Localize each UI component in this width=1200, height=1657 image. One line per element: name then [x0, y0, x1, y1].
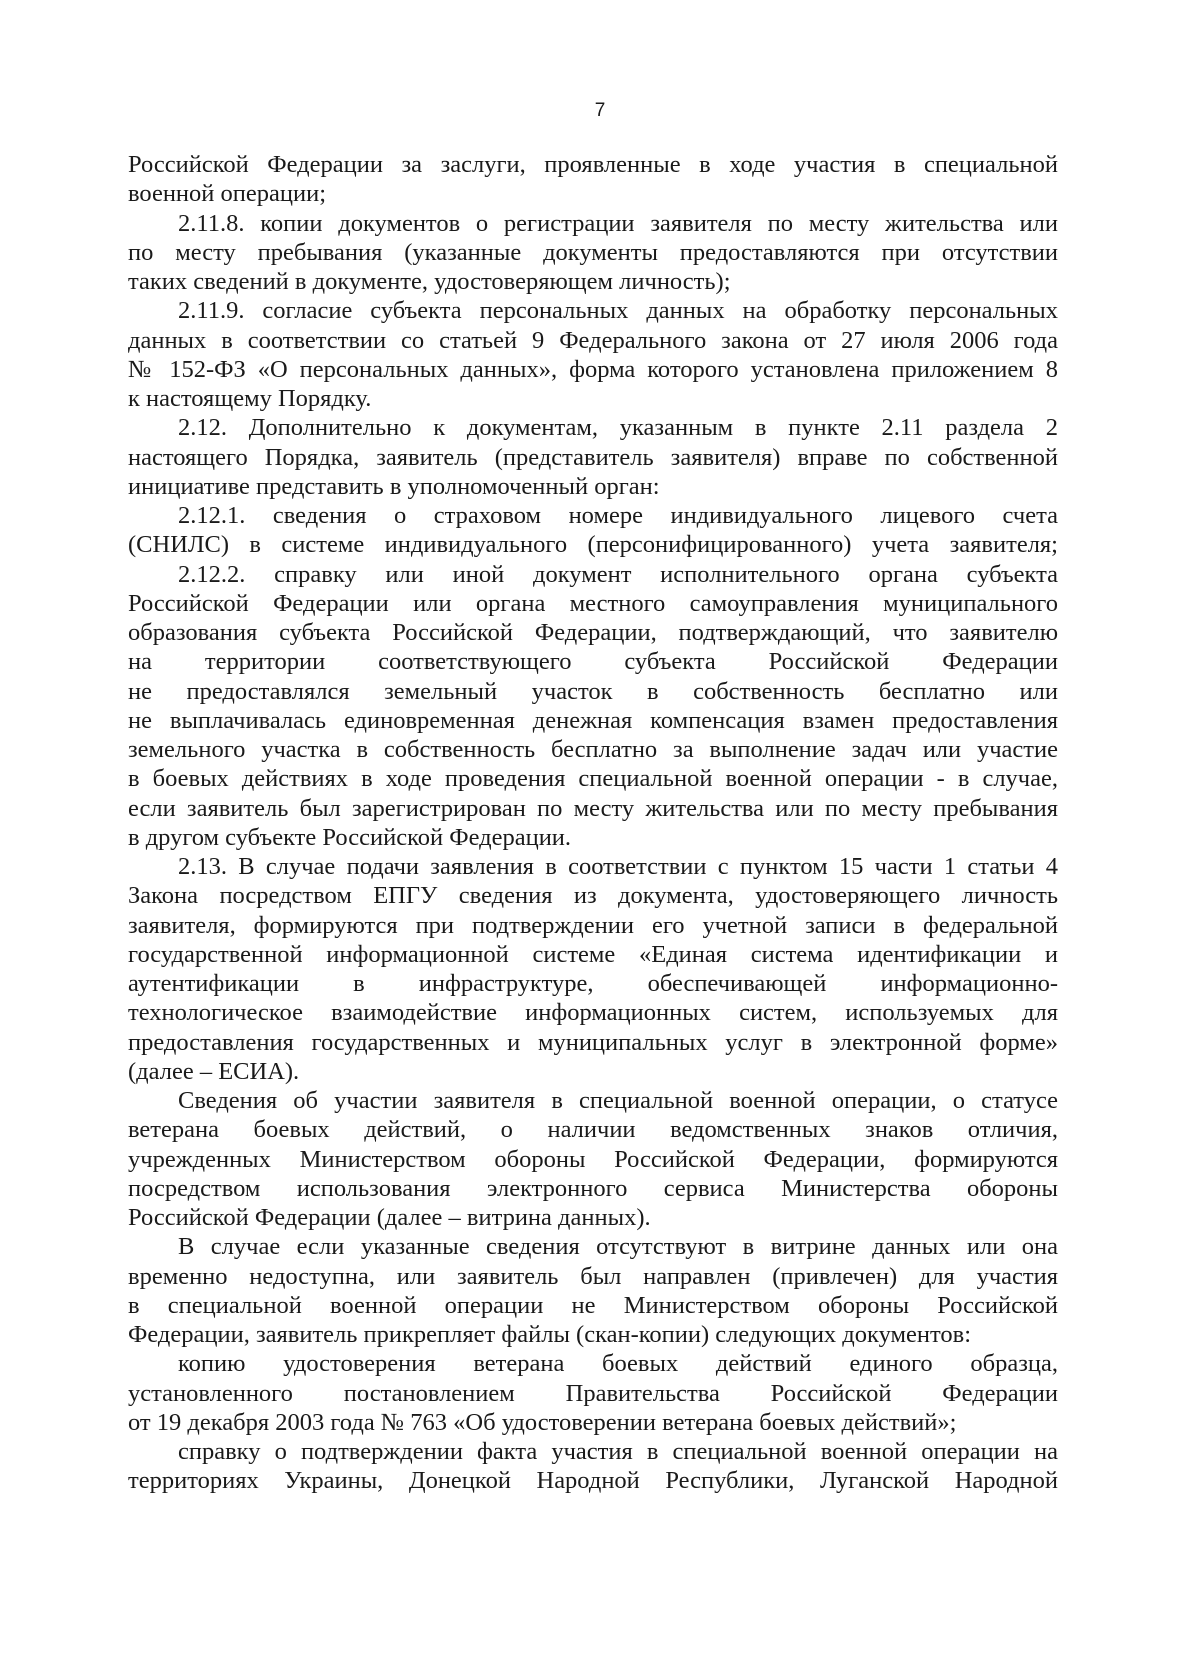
text-line: установленного постановлением Правительства Российской Федерации: [128, 1379, 1058, 1407]
text-line: настоящего Порядка, заявитель (представитель заявителя) вправе по собственной: [128, 443, 1058, 471]
text-line: в специальной военной операции не Министерством обороны Российской: [128, 1291, 1058, 1319]
text-line: государственной информационной системе «Единая система идентификации и: [128, 940, 1058, 968]
text-line: таких сведений в документе, удостоверяющем личность);: [128, 268, 731, 295]
text-line: Российской Федерации за заслуги, проявленные в ходе участия в специальной: [128, 151, 1058, 178]
text-line: Российской Федерации или органа местного самоуправления муниципального: [128, 589, 1058, 617]
text-line: территориях Украины, Донецкой Народной Республики, Луганской Народной: [128, 1467, 1058, 1495]
text-line: 2.12.1. сведения о страховом номере индивидуального лицевого счета: [178, 502, 1058, 529]
text-line: не предоставлялся земельный участок в собственность бесплатно или: [128, 677, 1058, 705]
document-body: [128, 150, 1058, 1496]
page-number: 7: [594, 100, 606, 121]
text-line: образования субъекта Российской Федерации, подтверждающий, что заявителю: [128, 619, 1058, 646]
text-line: 2.12. Дополнительно к документам, указанным в пункте 2.11 раздела 2: [178, 414, 1058, 442]
text-line: В случае если указанные сведения отсутствуют в витрине данных или она: [178, 1233, 1058, 1261]
text-line: Федерации, заявитель прикрепляет файлы (скан-копии) следующих документов:: [128, 1321, 972, 1348]
text-line: Закона посредством ЕПГУ сведения из документа, удостоверяющего личность: [128, 882, 1058, 910]
text-line: заявителя, формируются при подтверждении его учетной записи в федеральной: [128, 911, 1058, 939]
text-line: не выплачивалась единовременная денежная компенсация взамен предоставления: [128, 706, 1058, 734]
text-line: (СНИЛС) в системе индивидуального (персонифицированного) учета заявителя;: [128, 531, 1058, 559]
text-line: № 152-ФЗ «О персональных данных», форма которого установлена приложением 8: [128, 355, 1058, 383]
text-line: от 19 декабря 2003 года № 763 «Об удостоверении ветерана боевых действий»;: [128, 1408, 957, 1436]
text-line: военной операции;: [128, 180, 327, 208]
text-line: 2.11.9. согласие субъекта персональных данных на обработку персональных: [178, 297, 1058, 325]
text-line: к настоящему Порядку.: [128, 385, 372, 412]
text-line: в другом субъекте Российской Федерации.: [128, 823, 572, 851]
text-line: Сведения об участии заявителя в специальной военной операции, о статусе: [178, 1087, 1058, 1114]
text-line: справку о подтверждении факта участия в специальной военной операции на: [178, 1438, 1058, 1465]
text-line: технологическое взаимодействие информационных систем, используемых для: [128, 999, 1058, 1027]
text-line: Российской Федерации (далее – витрина данных).: [128, 1204, 651, 1231]
text-line: 2.13. В случае подачи заявления в соответствии с пунктом 15 части 1 статьи 4: [178, 853, 1058, 880]
text-line: 2.11.8. копии документов о регистрации заявителя по месту жительства или: [178, 209, 1058, 237]
text-line: учрежденных Министерством обороны Российской Федерации, формируются: [128, 1145, 1058, 1173]
text-line: (далее – ЕСИА).: [128, 1057, 300, 1085]
text-line: предоставления государственных и муниципальных услуг в электронной форме»: [128, 1028, 1058, 1056]
text-line: копию удостоверения ветерана боевых действий единого образца,: [178, 1350, 1058, 1378]
text-line: на территории соответствующего субъекта Российской Федерации: [128, 648, 1058, 676]
text-line: по месту пребывания (указанные документы предоставляются при отсутствии: [128, 238, 1058, 266]
text-line: аутентификации в инфраструктуре, обеспечивающей информационно-: [128, 970, 1058, 997]
text-line: 2.12.2. справку или иной документ исполнительного органа субъекта: [178, 560, 1058, 588]
text-line: ветерана боевых действий, о наличии ведомственных знаков отличия,: [128, 1116, 1058, 1144]
text-line: если заявитель был зарегистрирован по месту жительства или по месту пребывания: [128, 794, 1058, 822]
text-line: инициативе представить в уполномоченный орган:: [128, 472, 660, 500]
text-line: в боевых действиях в ходе проведения специальной военной операции - в случае,: [128, 765, 1058, 793]
text-line: данных в соответствии со статьей 9 Федерального закона от 27 июля 2006 года: [128, 326, 1058, 354]
text-line: временно недоступна, или заявитель был направлен (привлечен) для участия: [128, 1262, 1058, 1290]
text-line: посредством использования электронного сервиса Министерства обороны: [128, 1174, 1058, 1202]
text-line: земельного участка в собственность бесплатно за выполнение задач или участие: [128, 736, 1058, 763]
